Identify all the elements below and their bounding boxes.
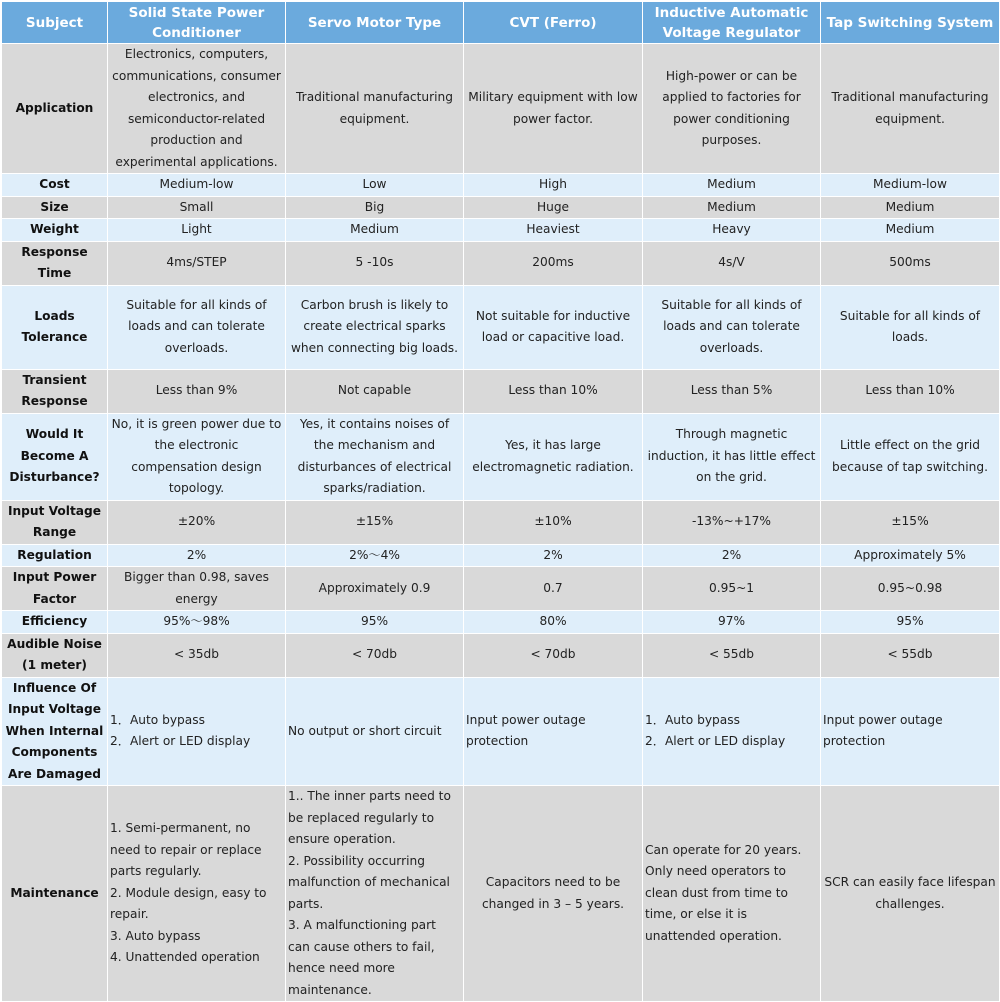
column-header-subject: Subject [2, 2, 108, 44]
table-cell: Light [108, 219, 286, 242]
table-cell: Carbon brush is likely to create electrical sparks when connecting big loads. [286, 285, 464, 369]
table-cell: SCR can easily face lifespan challenges. [821, 786, 1000, 1002]
table-cell: Suitable for all kinds of loads and can tolerate overloads. [108, 285, 286, 369]
table-cell: No output or short circuit [286, 677, 464, 786]
table-cell: ±10% [464, 500, 643, 544]
table-cell: Through magnetic induction, it has little effect on the grid. [643, 413, 821, 500]
table-cell: Medium [643, 196, 821, 219]
table-cell: 1．Auto bypass 2．Alert or LED display [643, 677, 821, 786]
table-cell: Traditional manufacturing equipment. [286, 44, 464, 174]
table-cell: < 35db [108, 633, 286, 677]
table-row [2, 174, 1000, 197]
table-cell: ±15% [286, 500, 464, 544]
table-cell: Not suitable for inductive load or capacitive load. [464, 285, 643, 369]
table-cell: Less than 10% [821, 369, 1000, 413]
table-cell: Not capable [286, 369, 464, 413]
table-cell: 4ms/STEP [108, 241, 286, 285]
table-cell: ±15% [821, 500, 1000, 544]
table-cell: High [464, 174, 643, 197]
table-cell: Medium [821, 196, 1000, 219]
header-row [2, 2, 1000, 44]
table-cell: Yes, it contains noises of the mechanism and disturbances of electrical sparks/radiation. [286, 413, 464, 500]
column-header-cvt: CVT (Ferro) [464, 2, 643, 44]
table-cell: Low [286, 174, 464, 197]
table-cell: 2%～4% [286, 544, 464, 567]
table-cell: No, it is green power due to the electronic compensation design topology. [108, 413, 286, 500]
row-label: Regulation [2, 544, 108, 567]
table-cell: Medium-low [821, 174, 1000, 197]
table-cell: Suitable for all kinds of loads. [821, 285, 1000, 369]
row-label: Cost [2, 174, 108, 197]
table-cell: -13%~+17% [643, 500, 821, 544]
table-cell: 95% [821, 611, 1000, 634]
table-cell: Approximately 5% [821, 544, 1000, 567]
table-cell: Approximately 0.9 [286, 567, 464, 611]
row-label: Weight [2, 219, 108, 242]
table-cell: 200ms [464, 241, 643, 285]
table-cell: Input power outage protection [464, 677, 643, 786]
table-cell: Capacitors need to be changed in 3 – 5 years. [464, 786, 643, 1002]
table-cell: Less than 9% [108, 369, 286, 413]
table-cell: Heavy [643, 219, 821, 242]
comparison-table [1, 1, 1000, 1002]
table-row [2, 611, 1000, 634]
table-cell: Heaviest [464, 219, 643, 242]
row-label: Would It Become A Disturbance? [2, 413, 108, 500]
table-cell: 0.95~0.98 [821, 567, 1000, 611]
row-label: Application [2, 44, 108, 174]
column-header-servo-motor: Servo Motor Type [286, 2, 464, 44]
row-label: Loads Tolerance [2, 285, 108, 369]
table-row [2, 285, 1000, 369]
table-cell: Less than 5% [643, 369, 821, 413]
row-label: Audible Noise (1 meter) [2, 633, 108, 677]
row-label: Input Voltage Range [2, 500, 108, 544]
table-cell: 2% [464, 544, 643, 567]
table-cell: 0.7 [464, 567, 643, 611]
table-cell: 1.. The inner parts need to be replaced regularly to ensure operation. 2. Possibility occurring malfunction of mechanical parts. 3. A malfunctioning part can cause others to fail, hence need more maintenance. [286, 786, 464, 1002]
table-cell: High-power or can be applied to factories for power conditioning purposes. [643, 44, 821, 174]
table-row [2, 544, 1000, 567]
table-cell: 4s/V [643, 241, 821, 285]
table-row [2, 633, 1000, 677]
table-cell: < 55db [643, 633, 821, 677]
table-row [2, 44, 1000, 174]
table-cell: Small [108, 196, 286, 219]
table-cell: Big [286, 196, 464, 219]
table-cell: 5 -10s [286, 241, 464, 285]
row-label: Response Time [2, 241, 108, 285]
table-cell: 97% [643, 611, 821, 634]
table-cell: 2% [108, 544, 286, 567]
table-row [2, 369, 1000, 413]
column-header-inductive: Inductive Automatic Voltage Regulator [643, 2, 821, 44]
table-cell: Military equipment with low power factor. [464, 44, 643, 174]
table-cell: Less than 10% [464, 369, 643, 413]
table-cell: Bigger than 0.98, saves energy [108, 567, 286, 611]
table-cell: 95% [286, 611, 464, 634]
table-cell: Medium [643, 174, 821, 197]
table-cell: 80% [464, 611, 643, 634]
table-cell: Electronics, computers, communications, consumer electronics, and semiconductor-related production and experimental applications. [108, 44, 286, 174]
table-cell: Medium [286, 219, 464, 242]
row-label: Size [2, 196, 108, 219]
table-cell: 2% [643, 544, 821, 567]
row-label: Transient Response [2, 369, 108, 413]
table-cell: Can operate for 20 years. Only need operators to clean dust from time to time, or else it is unattended operation. [643, 786, 821, 1002]
table-cell: 0.95~1 [643, 567, 821, 611]
table-cell: Input power outage protection [821, 677, 1000, 786]
row-label: Influence Of Input Voltage When Internal Components Are Damaged [2, 677, 108, 786]
table-cell: Yes, it has large electromagnetic radiation. [464, 413, 643, 500]
table-cell: < 70db [464, 633, 643, 677]
table-row [2, 219, 1000, 242]
table-row [2, 500, 1000, 544]
table-cell: < 70db [286, 633, 464, 677]
table-cell: < 55db [821, 633, 1000, 677]
table-cell: ±20% [108, 500, 286, 544]
column-header-solid-state: Solid State Power Conditioner [108, 2, 286, 44]
table-row [2, 413, 1000, 500]
table-cell: Traditional manufacturing equipment. [821, 44, 1000, 174]
table-cell: Suitable for all kinds of loads and can tolerate overloads. [643, 285, 821, 369]
table-cell: 1．Auto bypass 2．Alert or LED display [108, 677, 286, 786]
row-label: Efficiency [2, 611, 108, 634]
table-row [2, 241, 1000, 285]
table-row [2, 786, 1000, 1002]
table-cell: Medium [821, 219, 1000, 242]
table-cell: Medium-low [108, 174, 286, 197]
row-label: Input Power Factor [2, 567, 108, 611]
table-row [2, 677, 1000, 786]
table-cell: 1. Semi-permanent, no need to repair or replace parts regularly. 2. Module design, easy to repair. 3. Auto bypass 4. Unattended operation [108, 786, 286, 1002]
table-cell: Huge [464, 196, 643, 219]
table-cell: 95%～98% [108, 611, 286, 634]
table-row [2, 567, 1000, 611]
table-cell: Little effect on the grid because of tap switching. [821, 413, 1000, 500]
column-header-tap-switching: Tap Switching System [821, 2, 1000, 44]
row-label: Maintenance [2, 786, 108, 1002]
table-cell: 500ms [821, 241, 1000, 285]
table-row [2, 196, 1000, 219]
